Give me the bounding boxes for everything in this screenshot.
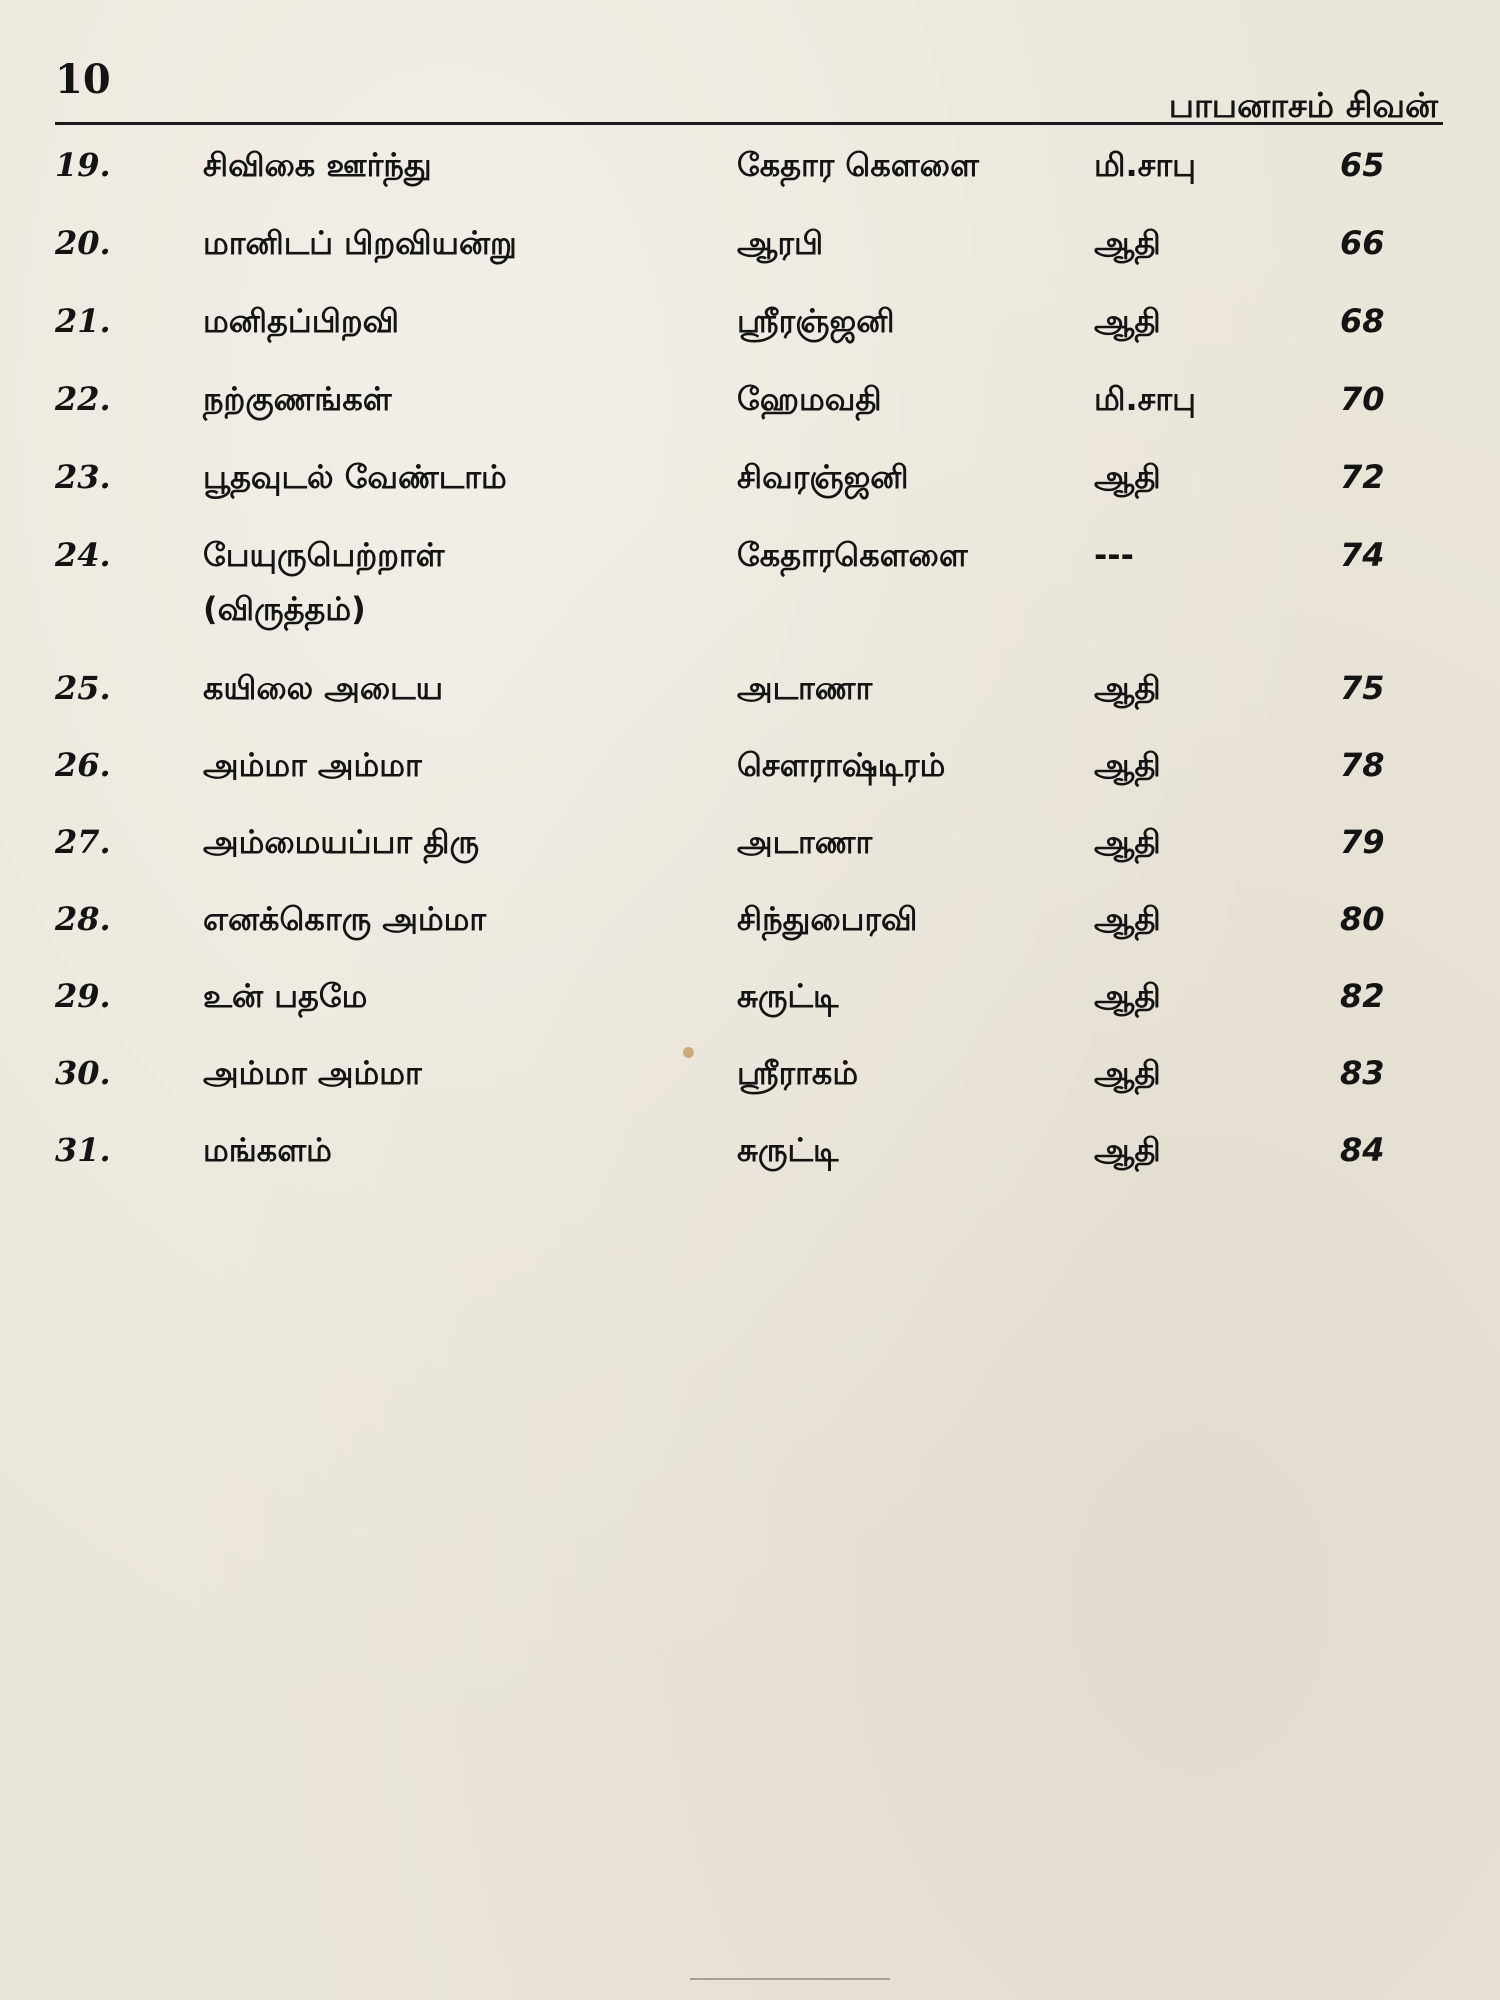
entry-number: 25. (55, 669, 111, 707)
page-reference: 82 (1340, 977, 1385, 1015)
song-title: பேயுருபெற்றாள் (203, 536, 445, 574)
tala-name: மி.சாபு (1094, 146, 1196, 184)
entry-number: 24. (55, 536, 111, 574)
raga-name: கேதார கௌளை (737, 146, 979, 184)
entry-number: 21. (55, 302, 111, 340)
page-reference: 72 (1340, 458, 1385, 496)
page-reference: 83 (1340, 1054, 1385, 1092)
entry-number: 22. (55, 380, 111, 418)
entry-number: 23. (55, 458, 111, 496)
tala-name: ஆதி (1094, 1054, 1161, 1092)
page-reference: 80 (1340, 900, 1385, 938)
list-item (0, 977, 1500, 1037)
song-title: அம்மையப்பா திரு (203, 823, 480, 861)
list-item (0, 302, 1500, 362)
list-item (0, 1054, 1500, 1114)
page-reference: 74 (1340, 536, 1385, 574)
tala-name: ஆதி (1094, 302, 1161, 340)
song-title: அம்மா அம்மா (203, 1054, 422, 1092)
list-item (0, 746, 1500, 806)
song-title: நற்குணங்கள் (203, 380, 392, 418)
header-rule (55, 122, 1443, 125)
song-title: பூதவுடல் வேண்டாம் (203, 458, 507, 496)
list-item (0, 1131, 1500, 1191)
running-title: பாபனாசம் சிவன் (1168, 86, 1438, 126)
page-reference: 79 (1340, 823, 1385, 861)
page-reference: 75 (1340, 669, 1385, 707)
tala-name: மி.சாபு (1094, 380, 1196, 418)
song-title: எனக்கொரு அம்மா (203, 900, 487, 938)
raga-name: அடாணா (737, 823, 873, 861)
raga-name: ஹேமவதி (737, 380, 882, 418)
song-title-note: (விருத்தம்) (203, 590, 366, 628)
list-item (0, 146, 1500, 206)
entry-number: 26. (55, 746, 111, 784)
song-title: உன் பதமே (203, 977, 368, 1015)
page-reference: 78 (1340, 746, 1385, 784)
entry-number: 29. (55, 977, 111, 1015)
raga-name: சுருட்டி (737, 1131, 839, 1169)
tala-name: ஆதி (1094, 669, 1161, 707)
raga-name: சிவரஞ்ஜனி (737, 458, 909, 496)
entry-number: 19. (55, 146, 111, 184)
page-number: 10 (55, 56, 111, 103)
entry-number: 28. (55, 900, 111, 938)
entry-number: 20. (55, 224, 111, 262)
page-reference: 84 (1340, 1131, 1385, 1169)
tala-name: ஆதி (1094, 458, 1161, 496)
page-reference: 66 (1340, 224, 1385, 262)
song-title: சிவிகை ஊர்ந்து (203, 146, 432, 184)
song-title: மானிடப் பிறவியன்று (203, 224, 517, 262)
ink-smudge (683, 1047, 694, 1058)
tala-name: ஆதி (1094, 823, 1161, 861)
tala-name: ஆதி (1094, 746, 1161, 784)
entry-number: 31. (55, 1131, 111, 1169)
list-item (0, 380, 1500, 440)
page-edge-mark (690, 1978, 890, 1980)
raga-name: சுருட்டி (737, 977, 839, 1015)
entry-number: 27. (55, 823, 111, 861)
tala-name: --- (1094, 536, 1134, 574)
raga-name: சௌராஷ்டிரம் (737, 746, 946, 784)
page-reference: 70 (1340, 380, 1385, 418)
raga-name: கேதாரகௌளை (737, 536, 968, 574)
song-title: கயிலை அடைய (203, 669, 444, 707)
tala-name: ஆதி (1094, 900, 1161, 938)
page-reference: 65 (1340, 146, 1385, 184)
song-title: அம்மா அம்மா (203, 746, 422, 784)
raga-name: ஸ்ரீராகம் (737, 1054, 859, 1092)
list-item (0, 823, 1500, 883)
list-item (0, 458, 1500, 518)
list-item (0, 900, 1500, 960)
list-item (0, 536, 1500, 646)
tala-name: ஆதி (1094, 977, 1161, 1015)
song-title: மங்களம் (203, 1131, 332, 1169)
entry-number: 30. (55, 1054, 111, 1092)
tala-name: ஆதி (1094, 224, 1161, 262)
raga-name: அடாணா (737, 669, 873, 707)
raga-name: ஆரபி (737, 224, 824, 262)
song-title: மனிதப்பிறவி (203, 302, 400, 340)
raga-name: சிந்துபைரவி (737, 900, 918, 938)
list-item (0, 224, 1500, 284)
list-item (0, 669, 1500, 729)
tala-name: ஆதி (1094, 1131, 1161, 1169)
raga-name: ஸ்ரீரஞ்ஜனி (737, 302, 895, 340)
page-reference: 68 (1340, 302, 1385, 340)
